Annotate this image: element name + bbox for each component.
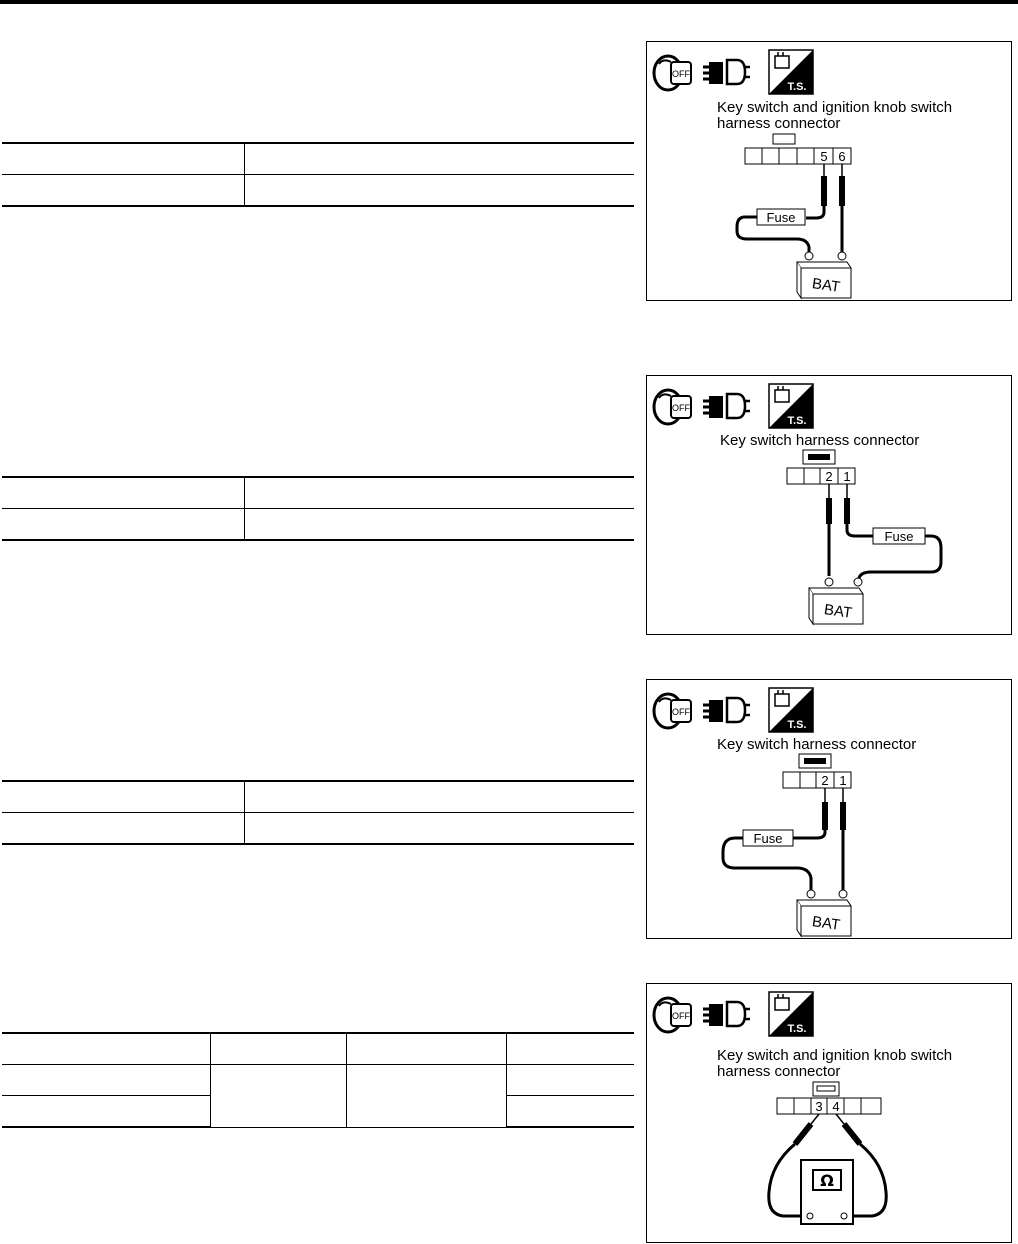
key-off-icon — [654, 56, 691, 90]
table-cell — [244, 477, 634, 509]
svg-text:T.S.: T.S. — [787, 719, 807, 731]
svg-text:Ω: Ω — [820, 1171, 834, 1190]
table-3 — [2, 780, 634, 845]
table-cell — [2, 1033, 210, 1065]
svg-text:BAT: BAT — [822, 601, 854, 622]
terminal-label: 1 — [839, 773, 847, 788]
figure-2-panel — [646, 375, 1012, 635]
figure-3-diagram — [647, 680, 1011, 938]
table-cell — [244, 509, 634, 541]
harness-connector — [783, 754, 851, 788]
table-row — [2, 781, 634, 813]
table-cell — [210, 1033, 346, 1065]
table-cell — [244, 175, 634, 207]
table-4 — [2, 1032, 634, 1128]
connector-label: Key switch harness connector — [717, 736, 917, 753]
battery-icon — [809, 578, 863, 624]
connector-label: Key switch and ignition knob switch harness connector — [717, 99, 953, 132]
connector-disconnect-icon — [703, 60, 750, 84]
ohmmeter-icon — [801, 1160, 853, 1224]
svg-text:BAT: BAT — [810, 275, 842, 296]
svg-text:Fuse: Fuse — [766, 210, 796, 225]
key-off-icon — [654, 390, 691, 424]
connector-label: Key switch harness connector — [720, 432, 920, 449]
table-cell — [210, 1065, 346, 1128]
terminal-label: 5 — [820, 149, 828, 164]
figure-1-panel — [646, 41, 1012, 301]
harness-connector — [787, 450, 855, 484]
svg-text:T.S.: T.S. — [787, 81, 807, 93]
terminal-label: 2 — [825, 469, 833, 484]
figure-4-diagram — [647, 984, 1011, 1242]
table-cell — [506, 1096, 634, 1128]
top-rule — [0, 0, 1018, 4]
table-cell — [244, 813, 634, 845]
connector-disconnect-icon — [703, 698, 750, 722]
terminal-label: 6 — [838, 149, 846, 164]
connector-disconnect-icon — [703, 1002, 750, 1026]
connector-disconnect-icon — [703, 394, 750, 418]
battery-icon — [797, 252, 851, 298]
table-cell — [506, 1065, 634, 1096]
svg-text:BAT: BAT — [810, 913, 842, 934]
table-row — [2, 175, 634, 207]
ts-icon — [769, 688, 813, 732]
svg-text:OFF: OFF — [672, 1011, 690, 1021]
table-row — [2, 1033, 634, 1065]
svg-text:OFF: OFF — [672, 69, 690, 79]
table-row — [2, 143, 634, 175]
table-cell — [2, 509, 244, 541]
table-cell — [506, 1033, 634, 1065]
table-cell — [2, 175, 244, 207]
table-cell — [2, 781, 244, 813]
table-cell — [244, 781, 634, 813]
table-cell — [2, 477, 244, 509]
figure-3-panel — [646, 679, 1012, 939]
table-2 — [2, 476, 634, 541]
svg-text:Fuse: Fuse — [884, 529, 914, 544]
table-cell — [346, 1033, 506, 1065]
table-cell — [244, 143, 634, 175]
table-1 — [2, 142, 634, 207]
svg-text:OFF: OFF — [672, 403, 690, 413]
table-row — [2, 509, 634, 541]
table-cell — [2, 1065, 210, 1096]
table-row — [2, 813, 634, 845]
table-cell — [2, 813, 244, 845]
ts-icon — [769, 50, 813, 94]
connector-label: Key switch and ignition knob switch harness connector — [717, 1047, 953, 1080]
figure-2-diagram — [647, 376, 1011, 634]
ts-icon — [769, 384, 813, 428]
svg-text:T.S.: T.S. — [787, 415, 807, 427]
figure-1-diagram — [647, 42, 1011, 300]
terminal-label: 3 — [815, 1099, 823, 1114]
table-cell — [346, 1065, 506, 1128]
table-row — [2, 477, 634, 509]
terminal-label: 1 — [843, 469, 851, 484]
harness-connector — [777, 1082, 881, 1114]
figure-4-panel — [646, 983, 1012, 1243]
table-row — [2, 1065, 634, 1096]
key-off-icon — [654, 694, 691, 728]
ts-icon — [769, 992, 813, 1036]
key-off-icon — [654, 998, 691, 1032]
terminal-label: 4 — [832, 1099, 840, 1114]
terminal-label: 2 — [821, 773, 829, 788]
table-cell — [2, 143, 244, 175]
svg-text:T.S.: T.S. — [787, 1023, 807, 1035]
battery-icon — [797, 890, 851, 936]
svg-text:Fuse: Fuse — [753, 831, 783, 846]
svg-text:OFF: OFF — [672, 707, 690, 717]
harness-connector — [745, 134, 851, 164]
table-cell — [2, 1096, 210, 1128]
